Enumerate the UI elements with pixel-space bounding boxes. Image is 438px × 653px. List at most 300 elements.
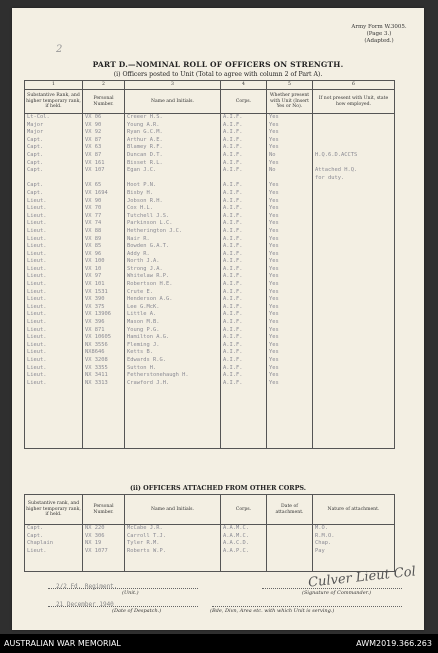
cell-present: Yes [267, 342, 313, 350]
cell-corps: A.I.F. [221, 349, 267, 357]
cell-employment [313, 319, 395, 327]
cell-present: Yes [267, 228, 313, 236]
table-row [25, 342, 395, 350]
table-row [25, 281, 395, 289]
cell-employment [313, 213, 395, 221]
cell-present: Yes [267, 182, 313, 190]
cell-employment [313, 327, 395, 335]
table-row [25, 152, 395, 160]
cell-rank: Lieut. [25, 342, 83, 350]
empty-cell [25, 441, 83, 449]
column-number-6: 6 [313, 81, 395, 90]
cell-name: Ryan G.C.M. [125, 129, 221, 137]
cell-personal-number: VX 88 [83, 228, 125, 236]
date-underline [48, 606, 198, 607]
cell-name: Mason M.B. [125, 319, 221, 327]
empty-cell [25, 395, 83, 403]
cell-personal-number: VX 63 [83, 144, 125, 152]
cell-corps: A.I.F. [221, 372, 267, 380]
cell-corps: A.I.F. [221, 342, 267, 350]
table-row [25, 160, 395, 168]
table-row [25, 114, 395, 122]
empty-cell [267, 395, 313, 403]
cell-personal-number: VX 87 [83, 137, 125, 145]
empty-cell [221, 433, 267, 441]
cell-rank: Lt-Col. [25, 114, 83, 122]
cell-personal-number: NX 3411 [83, 372, 125, 380]
cell-personal-number: VX 96 [83, 251, 125, 259]
cell-rank: Lieut. [25, 372, 83, 380]
cell-rank: Capt. [25, 137, 83, 145]
cell-name: Nair R. [125, 236, 221, 244]
cell-present: Yes [267, 251, 313, 259]
page-mark: 2 [56, 44, 63, 55]
cell-corps: A.I.F. [221, 304, 267, 312]
table-row [25, 273, 395, 281]
attached-cell-6: R.M.O. [313, 533, 395, 541]
cell-present: Yes [267, 129, 313, 137]
cell-corps: A.I.F. [221, 243, 267, 251]
cell-personal-number: VX 06 [83, 114, 125, 122]
cell-name: Young P.G. [125, 327, 221, 335]
empty-row [25, 555, 395, 563]
empty-row [25, 418, 395, 426]
column-number-1: 1 [25, 81, 83, 90]
cell-personal-number [83, 175, 125, 183]
empty-cell [125, 403, 221, 411]
cell-rank: Lieut. [25, 357, 83, 365]
cell-rank: Lieut. [25, 251, 83, 259]
cell-personal-number: VX 390 [83, 296, 125, 304]
attached-cell-4: A.A.M.C. [221, 533, 267, 541]
cell-name: Crute E. [125, 289, 221, 297]
empty-cell [267, 418, 313, 426]
attached-cell-2: NX 19 [83, 540, 125, 548]
empty-cell [267, 410, 313, 418]
attached-cell-3: Carroll T.J. [125, 533, 221, 541]
cell-present: No [267, 152, 313, 160]
cell-corps: A.I.F. [221, 129, 267, 137]
section1-title: (i) Officers posted to Unit (Total to agree with column 2 of Part A). [113, 71, 323, 78]
cell-present: Yes [267, 380, 313, 388]
cell-present: Yes [267, 213, 313, 221]
cell-name: Strong J.A. [125, 266, 221, 274]
cell-employment [313, 236, 395, 244]
table-row [25, 144, 395, 152]
cell-rank: Lieut. [25, 281, 83, 289]
table-row [25, 525, 395, 533]
cell-corps: A.I.F. [221, 220, 267, 228]
attached-header-6: Nature of attachment. [313, 495, 395, 525]
cell-personal-number: VX 396 [83, 319, 125, 327]
cell-present: Yes [267, 357, 313, 365]
attached-cell-4: A.A.C.D. [221, 540, 267, 548]
attached-cell-1: Chaplain [25, 540, 83, 548]
cell-corps: A.I.F. [221, 357, 267, 365]
cell-corps: A.I.F. [221, 213, 267, 221]
cell-personal-number: VX 107 [83, 167, 125, 175]
cell-personal-number: VX 375 [83, 304, 125, 312]
empty-cell [313, 555, 395, 563]
header-name: Name and Initials. [125, 90, 221, 114]
cell-employment: for duty. [313, 175, 395, 183]
empty-cell [221, 387, 267, 395]
cell-employment [313, 198, 395, 206]
column-number-3: 3 [125, 81, 221, 90]
section2-title: (ii) OFFICERS ATTACHED FROM OTHER CORPS. [130, 484, 306, 492]
cell-present: Yes [267, 220, 313, 228]
cell-corps: A.I.F. [221, 266, 267, 274]
cell-present: No [267, 167, 313, 175]
cell-rank: Lieut. [25, 380, 83, 388]
attached-cell-3: Tyler R.M. [125, 540, 221, 548]
empty-cell [25, 563, 83, 571]
cell-corps: A.I.F. [221, 327, 267, 335]
cell-corps: A.I.F. [221, 190, 267, 198]
empty-row [25, 403, 395, 411]
cell-corps: A.I.F. [221, 152, 267, 160]
empty-cell [25, 425, 83, 433]
cell-personal-number: VX 101 [83, 281, 125, 289]
date-caption: (Date of Despatch.) [112, 608, 162, 614]
unit-caption: (Unit.) [122, 590, 139, 596]
attached-cell-3: McCabe J.R. [125, 525, 221, 533]
cell-corps: A.I.F. [221, 273, 267, 281]
cell-personal-number: VX 90 [83, 122, 125, 130]
empty-cell [267, 403, 313, 411]
cell-name: Sutton H. [125, 365, 221, 373]
form-ref-line-1: Army Form W.3005. [351, 24, 407, 30]
table-row [25, 122, 395, 130]
cell-employment [313, 357, 395, 365]
cell-corps: A.I.F. [221, 236, 267, 244]
attached-cell-2: NX 220 [83, 525, 125, 533]
empty-row [25, 441, 395, 449]
header-employment: If not present with Unit, state how employed. [313, 90, 395, 114]
cell-employment [313, 122, 395, 130]
empty-row [25, 395, 395, 403]
cell-personal-number: VX 65 [83, 182, 125, 190]
cell-employment: H.Q.6.D.ACCTS [313, 152, 395, 160]
cell-employment [313, 380, 395, 388]
cell-rank: Lieut. [25, 243, 83, 251]
cell-corps: A.I.F. [221, 198, 267, 206]
cell-personal-number: NX 3313 [83, 380, 125, 388]
empty-cell [83, 563, 125, 571]
cell-employment [313, 205, 395, 213]
cell-employment [313, 365, 395, 373]
cell-present: Yes [267, 304, 313, 312]
cell-rank: Lieut. [25, 319, 83, 327]
table-row [25, 236, 395, 244]
empty-cell [267, 441, 313, 449]
empty-cell [267, 425, 313, 433]
empty-cell [313, 395, 395, 403]
attached-cell-5 [267, 533, 313, 541]
attached-cell-6: Pay [313, 548, 395, 556]
cell-rank: Lieut. [25, 266, 83, 274]
cell-present: Yes [267, 236, 313, 244]
cell-present: Yes [267, 160, 313, 168]
cell-name: Bisset R.L. [125, 160, 221, 168]
cell-name: Duncan D.T. [125, 152, 221, 160]
table-row [25, 334, 395, 342]
empty-cell [25, 387, 83, 395]
empty-cell [313, 387, 395, 395]
cell-employment [313, 304, 395, 312]
cell-corps: A.I.F. [221, 167, 267, 175]
cell-corps [221, 175, 267, 183]
empty-cell [313, 441, 395, 449]
attached-cell-4: A.A.M.C. [221, 525, 267, 533]
footer-accession-number: AWM2019.366.263 [356, 639, 432, 648]
cell-personal-number: VX 1694 [83, 190, 125, 198]
cell-rank: Lieut. [25, 311, 83, 319]
empty-cell [83, 433, 125, 441]
cell-present: Yes [267, 319, 313, 327]
table-row [25, 198, 395, 206]
cell-name: Egan J.C. [125, 167, 221, 175]
cell-employment [313, 144, 395, 152]
empty-cell [83, 403, 125, 411]
cell-present: Yes [267, 114, 313, 122]
officers-attached-table [24, 494, 395, 572]
form-sheet [12, 8, 424, 630]
table-row [25, 258, 395, 266]
empty-cell [25, 403, 83, 411]
cell-personal-number: VX 161 [83, 160, 125, 168]
empty-cell [313, 418, 395, 426]
cell-name: Blamey R.F. [125, 144, 221, 152]
column-number-5: 5 [267, 81, 313, 90]
table-row [25, 319, 395, 327]
cell-corps: A.I.F. [221, 311, 267, 319]
attached-cell-5 [267, 548, 313, 556]
cell-personal-number: VX 1531 [83, 289, 125, 297]
cell-employment [313, 129, 395, 137]
table-row [25, 182, 395, 190]
table-row [25, 540, 395, 548]
cell-corps: A.I.F. [221, 251, 267, 259]
empty-cell [221, 441, 267, 449]
cell-employment [313, 190, 395, 198]
empty-cell [125, 425, 221, 433]
cell-rank: Lieut. [25, 327, 83, 335]
empty-row [25, 433, 395, 441]
column-number-2: 2 [83, 81, 125, 90]
cell-present: Yes [267, 349, 313, 357]
location-underline [212, 606, 402, 607]
cell-present: Yes [267, 296, 313, 304]
attached-cell-2: VX 1077 [83, 548, 125, 556]
cell-name: Fleming J. [125, 342, 221, 350]
empty-cell [83, 387, 125, 395]
attached-cell-1: Capt. [25, 533, 83, 541]
cell-name: Parkinson L.C. [125, 220, 221, 228]
empty-cell [25, 433, 83, 441]
cell-personal-number: VX 97 [83, 273, 125, 281]
form-ref-line-3: (Adapted.) [364, 38, 394, 44]
cell-rank: Lieut. [25, 349, 83, 357]
cell-rank: Capt. [25, 144, 83, 152]
empty-cell [83, 441, 125, 449]
cell-personal-number: VX 10 [83, 266, 125, 274]
table-row [25, 137, 395, 145]
cell-rank: Lieut. [25, 220, 83, 228]
part-title: PART D.—NOMINAL ROLL OF OFFICERS ON STRENGTH. [92, 60, 344, 69]
table-row [25, 266, 395, 274]
table-row [25, 349, 395, 357]
cell-name: Jobson R.H. [125, 198, 221, 206]
cell-present: Yes [267, 122, 313, 130]
header-rank: Substantive Rank, and higher temporary rank, if held. [25, 90, 83, 114]
empty-cell [83, 418, 125, 426]
unit-value: 2/2 Fd. Regiment. [56, 583, 118, 590]
cell-present: Yes [267, 327, 313, 335]
empty-cell [221, 425, 267, 433]
cell-personal-number: VX 87 [83, 152, 125, 160]
empty-cell [25, 410, 83, 418]
cell-name: Bowden G.A.T. [125, 243, 221, 251]
cell-name: Tutchell J.S. [125, 213, 221, 221]
cell-corps: A.I.F. [221, 380, 267, 388]
table-row [25, 372, 395, 380]
cell-employment [313, 266, 395, 274]
attached-header-1: Substantive rank, and higher temporary rank, if held. [25, 495, 83, 525]
cell-present: Yes [267, 372, 313, 380]
cell-rank: Lieut. [25, 334, 83, 342]
empty-row [25, 410, 395, 418]
cell-employment [313, 137, 395, 145]
table-row [25, 380, 395, 388]
cell-rank: Capt. [25, 160, 83, 168]
footer-institution: AUSTRALIAN WAR MEMORIAL [4, 639, 121, 648]
cell-employment [313, 228, 395, 236]
cell-corps: A.I.F. [221, 122, 267, 130]
cell-name: Arthur A.E. [125, 137, 221, 145]
cell-present: Yes [267, 243, 313, 251]
empty-cell [313, 433, 395, 441]
empty-cell [221, 555, 267, 563]
cell-corps: A.I.F. [221, 258, 267, 266]
cell-name [125, 175, 221, 183]
cell-name: Fetherstonehaugh H. [125, 372, 221, 380]
cell-name: Addy R. [125, 251, 221, 259]
cell-present: Yes [267, 281, 313, 289]
attached-header-2: Personal Number. [83, 495, 125, 525]
cell-name: Edwards R.G. [125, 357, 221, 365]
table-row [25, 251, 395, 259]
table-row [25, 357, 395, 365]
cell-rank: Lieut. [25, 236, 83, 244]
cell-present: Yes [267, 137, 313, 145]
empty-cell [125, 555, 221, 563]
cell-employment [313, 289, 395, 297]
cell-employment [313, 220, 395, 228]
cell-employment [313, 182, 395, 190]
cell-rank: Major [25, 129, 83, 137]
empty-row [25, 563, 395, 571]
cell-corps: A.I.F. [221, 319, 267, 327]
empty-cell [221, 563, 267, 571]
cell-corps: A.I.F. [221, 137, 267, 145]
cell-name: Cox H.L. [125, 205, 221, 213]
table-row [25, 365, 395, 373]
cell-corps: A.I.F. [221, 228, 267, 236]
cell-personal-number: VX 77 [83, 213, 125, 221]
cell-personal-number: VX 85 [83, 243, 125, 251]
cell-name: Henderson A.G. [125, 296, 221, 304]
table-row [25, 190, 395, 198]
cell-employment [313, 334, 395, 342]
cell-employment [313, 349, 395, 357]
cell-employment [313, 311, 395, 319]
cell-personal-number: VX 89 [83, 236, 125, 244]
empty-cell [125, 395, 221, 403]
table-row [25, 167, 395, 175]
cell-personal-number: NX8646 [83, 349, 125, 357]
empty-cell [267, 563, 313, 571]
cell-rank [25, 175, 83, 183]
empty-row [25, 425, 395, 433]
cell-present: Yes [267, 144, 313, 152]
cell-employment [313, 251, 395, 259]
attached-cell-6: Chap. [313, 540, 395, 548]
cell-name: Young A.R. [125, 122, 221, 130]
cell-rank: Capt. [25, 182, 83, 190]
attached-cell-3: Roberts W.P. [125, 548, 221, 556]
cell-personal-number: VX 871 [83, 327, 125, 335]
footer-bar [0, 634, 438, 653]
cell-present: Yes [267, 334, 313, 342]
table-row [25, 296, 395, 304]
table-row [25, 228, 395, 236]
cell-corps: A.I.F. [221, 144, 267, 152]
cell-rank: Lieut. [25, 304, 83, 312]
cell-personal-number: VX 13906 [83, 311, 125, 319]
cell-corps: A.I.F. [221, 182, 267, 190]
cell-name: Creeer H.S. [125, 114, 221, 122]
empty-cell [83, 425, 125, 433]
cell-name: Hetherington J.C. [125, 228, 221, 236]
empty-cell [25, 418, 83, 426]
cell-employment: Attached H.Q. [313, 167, 395, 175]
header-present: Whether present with Unit (Insert Yes or No). [267, 90, 313, 114]
cell-corps: A.I.F. [221, 114, 267, 122]
table-row [25, 311, 395, 319]
empty-row [25, 387, 395, 395]
attached-cell-1: Lieut. [25, 548, 83, 556]
cell-present: Yes [267, 266, 313, 274]
cell-rank: Capt. [25, 167, 83, 175]
cell-employment [313, 160, 395, 168]
empty-cell [125, 433, 221, 441]
attached-cell-4: A.A.P.C. [221, 548, 267, 556]
cell-corps: A.I.F. [221, 296, 267, 304]
cell-present: Yes [267, 198, 313, 206]
cell-present: Yes [267, 289, 313, 297]
cell-name: North J.A. [125, 258, 221, 266]
commander-signature: Culver Lieut Col [307, 564, 417, 591]
cell-corps: A.I.F. [221, 205, 267, 213]
empty-cell [125, 418, 221, 426]
cell-corps: A.I.F. [221, 281, 267, 289]
cell-rank: Lieut. [25, 296, 83, 304]
cell-present: Yes [267, 205, 313, 213]
cell-present: Yes [267, 311, 313, 319]
column-number-4: 4 [221, 81, 267, 90]
table-row [25, 243, 395, 251]
